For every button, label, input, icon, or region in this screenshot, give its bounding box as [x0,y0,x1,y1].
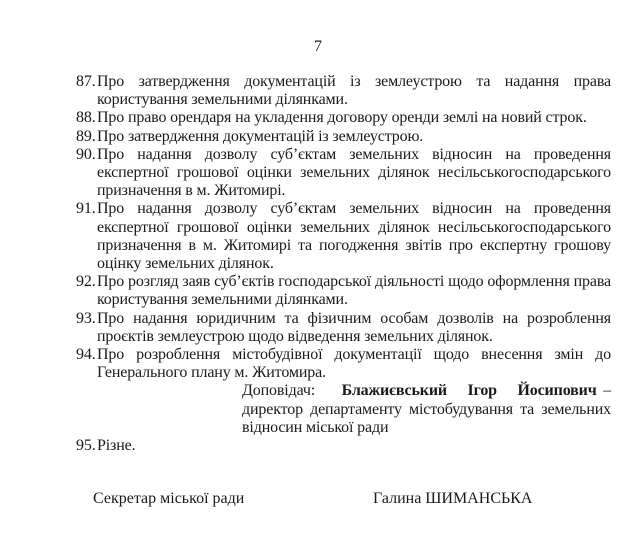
item-text: Різне. [97,437,136,455]
item-number: 87. [76,73,96,90]
signature-name: Галина ШИМАНСЬКА [373,490,533,507]
signature-title: Секретар міської ради [93,490,245,507]
agenda-list [76,73,611,455]
item-number: 92. [76,273,96,291]
item-number: 88. [76,109,96,127]
item-text: Про розроблення містобудівної документації щодо внесення змін до Генерального плану м. Житомира. [97,346,611,382]
item-text: Про право орендаря на укладення договору оренди землі на новий строк. [97,109,587,127]
item-text: Про надання юридичним та фізичним особам дозволів на розроблення проєктів землеустрою щодо відведення земельних ділянок. [97,309,611,345]
item-text: Про надання дозволу суб’єктам земельних відносин на проведення експертної грошової оцінки земельних ділянок несільськогосподарського призначення в м. Житомирі. [97,145,611,200]
agenda-item-88 [76,109,611,127]
reporter-label: Доповідач: [242,382,316,400]
item-number: 90. [76,145,96,163]
agenda-item-87 [76,73,611,109]
agenda-item-89 [76,128,611,146]
item-number: 91. [76,200,96,218]
item-text: Про затвердження документацій із землеустрою. [97,127,424,145]
agenda-item-92 [76,273,611,309]
agenda-item-93 [76,310,611,346]
reporter-position: директор департаменту містобудування та земельних відносин міської ради [242,400,611,436]
agenda-item-94 [76,346,611,382]
agenda-item-90 [76,146,611,201]
reporter-name: Блажиєвський Ігор Йосипович [341,382,597,400]
agenda-item-91 [76,200,611,273]
item-number: 94. [76,346,96,364]
item-text: Про надання дозволу суб’єктам земельних відносин на проведення експертної грошової оцінки земельних ділянок несільськогосподарського призначення в м. Житомирі та погодження звітів про експертну грошову оцінку земельних ділянок. [97,200,611,273]
reporter-block [242,382,611,437]
agenda-item-95 [76,437,611,455]
item-text: Про затвердження документацій із землеустрою та надання права користування земельними ділянками. [97,73,611,109]
item-number: 95. [76,437,96,455]
page-number: 7 [314,38,322,55]
item-text: Про розгляд заяв суб’єктів господарської діяльності щодо оформлення права користування земельними ділянками. [97,273,611,309]
item-number: 89. [76,127,96,145]
item-number: 93. [76,309,96,327]
reporter-dash: – [603,382,612,400]
